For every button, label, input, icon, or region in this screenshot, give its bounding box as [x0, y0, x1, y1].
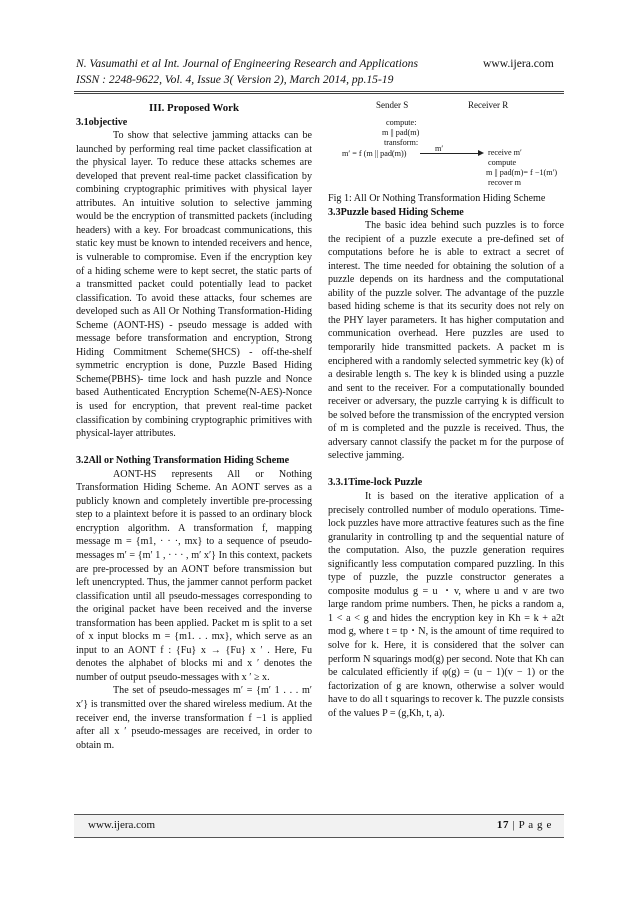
receive-label: receive m′	[488, 148, 522, 157]
receiver-label: Receiver R	[468, 100, 509, 110]
section-title: III. Proposed Work	[149, 102, 239, 114]
footer-url: www.ijera.com	[88, 819, 156, 831]
issn-header: ISSN : 2248-9622, Vol. 4, Issue 3( Version 2), March 2014, pp.15-19	[76, 73, 394, 86]
transmission-arrow	[420, 153, 480, 154]
right-column	[328, 100, 564, 720]
transform-label: transform:	[384, 138, 419, 147]
puzzle-heading: 3.3Puzzle based Hiding Scheme	[328, 206, 464, 218]
arrow-head	[478, 150, 484, 156]
compute-label-2: compute	[488, 158, 517, 167]
timelock-paragraph: It is based on the iterative application of a precisely controlled number of modulo operations. Time-lock puzzles have more attractive features such as the fine granularity in controlling tp and the sequential nature of the computation. Also, the puzzle generation requires significantly less computation compared puzzling. In this type of puzzle, the puzzle constructor generates a composite modulus g = u ・v, where u and v are two large random prime numbers. Then, he picks a random a, 1 < a < g and hides the encryption key in Kh = k + a2t mod g, where t = tp・N, is the amount of time required to solve for k. Here, it is considered that the solver can perform N squarings mod(g) per second. Note that Kh can be calculated efficiently if φ(g) = (u − 1)(v − 1) or the factorization of g are known, otherwise a solver would have to do all t squarings to recover k. The puzzle consists of the values P = (g,Kh, t, a).	[328, 490, 564, 719]
timelock-heading: 3.3.1Time-lock Puzzle	[328, 477, 423, 489]
aont-figure	[328, 100, 564, 192]
objective-heading: 3.1objective	[76, 116, 128, 128]
footer-page	[497, 819, 552, 831]
website-header: www.ijera.com	[483, 57, 554, 70]
header-rule	[74, 91, 564, 94]
sender-label: Sender S	[376, 100, 409, 110]
compute-label-1: compute:	[386, 118, 417, 127]
puzzle-paragraph: The basic idea behind such puzzles is to force the recipient of a puzzle execute a pre-defined set of computations before he is able to extract a secret of interest. The time needed for obtaining the solution of a puzzle depends on its hardness and the computational ability of the puzzle solver. The advantage of the puzzle based hiding scheme is that its security does not rely on the PHY layer parameters. It has higher computation and communication overhead. Here puzzles are used to temporarily hide transmitted packets. A packet m is enciphered with a randomly selected symmetric key (k) of a desirable length s. The key k is blinded using a puzzle and sent to the receiver. For a computationally bounded receiver or adversary, the puzzle carrying k is difficult to be solved before the transmission of the encrypted version of m is completed and the puzzle is received. Thus, the adversary cannot classify the packet m for the purpose of selective jamming.	[328, 220, 564, 462]
journal-header: N. Vasumathi et al Int. Journal of Engineering Research and Applications	[76, 57, 418, 70]
aont-heading: 3.2All or Nothing Transformation Hiding Scheme	[76, 455, 290, 467]
arrow-label: m′	[435, 144, 444, 153]
formula-left: m′ = f (m || pad(m))	[342, 149, 407, 158]
figure-caption: Fig 1: All Or Nothing Transformation Hiding Scheme	[328, 193, 546, 204]
page-suffix: | P a g e	[509, 819, 552, 831]
aont-paragraph-2: The set of pseudo-messages m′ = {m′ 1 . . . m′ x′} is transmitted over the shared wireless medium. At the receiver end, the inverse transformation f −1 is applied after all x ′ pseudo-messages are received, in order to obtain m.	[76, 685, 312, 751]
objective-paragraph: To show that selective jamming attacks can be launched by performing real time packet classification at the physical layer. To reduce these attacks schemes are developed that prevent real-time packet classification by combining cryptographic primitives with physical layer attributes. An intuitive solution to selective jamming would be the encryption of transmitted packets (including headers) with a key. For broadcast communications, this static key must be known to intended receivers and hence, is vulnerable to compromise. Even if the encryption key of a hiding scheme were to kept secret, the static parts of a transmitted packet could potentially lead to packet classification. To avoid these attacks, four schemes are developed such as All Or Nothing Transformation-Hiding Scheme (AONT-HS) - pseudo message is added with message before transformation and encryption, Strong Hiding Commitment Scheme(SHCS) - off-the-shelf symmetric encryption is done, Puzzle Based Hiding Scheme(PBHS)- time lock and hash puzzle and Nonce based Authenticated Encryption Scheme(N-AES)-Nonce is used for encryption, that prevent real-time packet classification by combining cryptographic primitives with physical-layer attributes.	[76, 130, 312, 440]
pad-formula-1: m || pad(m)	[382, 128, 420, 137]
recover-label: recover m	[488, 178, 521, 187]
aont-paragraph-1: AONT-HS represents All or Nothing Transformation Hiding Scheme. An AONT serves as a publicly known and completely invertible pre-processing step to a plaintext before it is passed to an ordinary block encryption algorithm. A transformation f, mapping message m = {m1, · · ·, mx} to a sequence of pseudo-messages m′ = {m′ 1 , · · · , m′ x′} In this context, packets are pre-processed by an AONT before transmission but left unencrypted. Thus, the jammer cannot perform packet classification until all pseudo-messages corresponding to the original packet have been received and the inverse transformation has been applied. Packet m is split to a set of x input blocks m = {m1. . . mx}, which serve as an input to an AONT f : {Fu} x → {Fu} x ′ . Here, Fu denotes the alphabet of blocks mi and x ′ denotes the number of output pseudo-messages with x ′ ≥ x.	[76, 468, 312, 683]
formula-right: m || pad(m)= f −1(m′)	[486, 168, 558, 177]
left-column	[76, 102, 312, 752]
page-footer	[74, 814, 564, 838]
page-number: 17	[496, 819, 510, 831]
